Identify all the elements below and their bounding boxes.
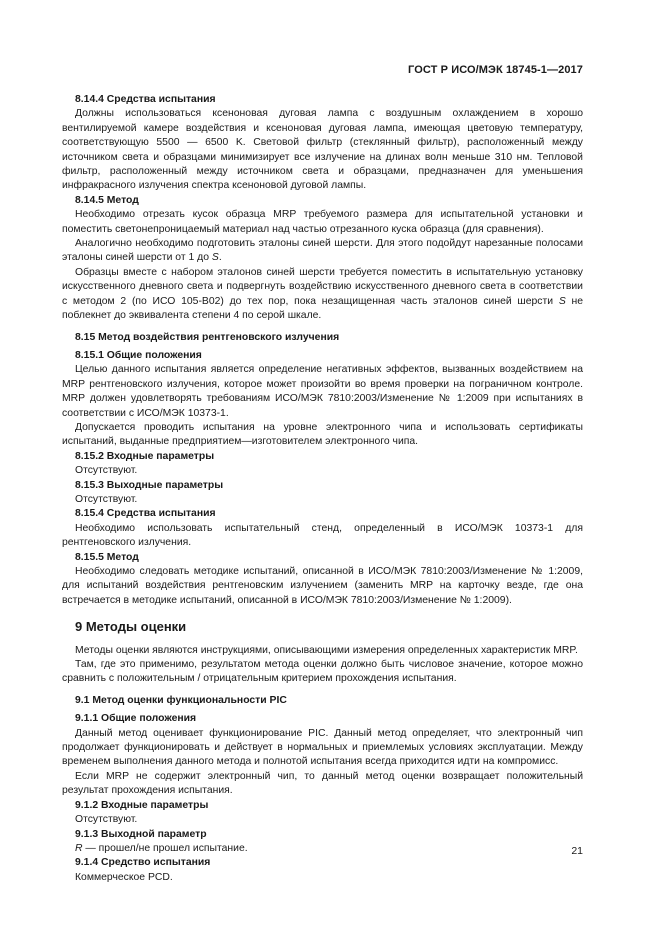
paragraph: Необходимо использовать испытательный стенд, определенный в ИСО/МЭК 10373-1 для рентгеновского излучения.: [62, 522, 583, 549]
paragraph: Отсутствуют.: [75, 814, 138, 826]
heading-8-15-1: 8.15.1 Общие положения: [75, 349, 202, 361]
paragraph: Там, где это применимо, результатом метода оценки должно быть числовое значение, которое можно сравнить с положительным / отрицательным критерием прохождения испытания.: [62, 659, 583, 685]
page-number: 21: [571, 845, 583, 857]
paragraph: Допускается проводить испытания на уровне электронного чипа и использовать сертификаты испытаний, выданные предприятием—изготовителем электронного чипа.: [62, 421, 583, 448]
heading-8-15-3: 8.15.3 Выходные параметры: [75, 479, 224, 491]
heading-9-1: 9.1 Метод оценки функциональности PIC: [75, 694, 287, 706]
heading-8-15: 8.15 Метод воздействия рентгеновского излучения: [75, 331, 340, 343]
text-run: — прошел/не прошел испытание.: [82, 842, 248, 854]
heading-8-15-5: 8.15.5 Метод: [75, 551, 139, 563]
document-header: ГОСТ Р ИСО/МЭК 18745-1—2017: [408, 64, 583, 76]
paragraph: Целью данного испытания является определение негативных эффектов, вызванных воздействием на MRP рентгеновского излучения, которое может произойти во время проверки на пограничном контроле. MRP должен удовлетворять требованиям ИСО/МЭК 7810:2003/Изменение № 1:2009 при испытаниях в соответствии с ИСО/МЭК 10373-1.: [62, 364, 583, 419]
paragraph: Необходимо отрезать кусок образца MRP требуемого размера для испытательной установки и поместить светонепроницаемый материал над частью отрезанного куска образца (для сравнения).: [62, 209, 583, 235]
paragraph: Коммерческое PCD.: [75, 871, 173, 883]
variable: S: [211, 252, 219, 264]
paragraph: Отсутствуют.: [75, 465, 138, 477]
heading-9-1-3: 9.1.3 Выходной параметр: [75, 828, 207, 840]
heading-9: 9 Методы оценки: [75, 619, 187, 635]
text-run: Аналогично необходимо подготовить эталоны синей шерсти. Для этого подойдут нарезанные полосами эталоны синей шерсти от 1 до: [62, 238, 583, 264]
text-run: .: [218, 252, 222, 264]
heading-9-1-1: 9.1.1 Общие положения: [75, 713, 197, 725]
text-run: Образцы вместе с набором эталонов синей шерсти требуется поместить в испытательную установку искусственного дневного света и подвергнуть воздействию искусственного дневного света в соответствии с методом 2 (по ИСО 105-В02) до тех пор, пока незащищенная часть эталонов синей шерсти: [62, 266, 583, 307]
paragraph: Если MRP не содержит электронный чип, то данный метод оценки возвращает положительный результат прохождения испытания.: [62, 770, 583, 797]
heading-9-1-4: 9.1.4 Средство испытания: [75, 857, 211, 869]
paragraph: Данный метод оценивает функционирование PIC. Данный метод определяет, что электронный чип продолжает функционировать и действует в нормальных и приемлемых условиях эксплуатации. Между временем выполнения данного метода и полнотой испытания всегда приходится идти на компромисс.: [62, 727, 583, 768]
heading-8-14-5: 8.14.5 Метод: [75, 194, 139, 206]
paragraph: [62, 266, 583, 324]
heading-9-1-2: 9.1.2 Входные параметры: [75, 799, 209, 811]
paragraph: [62, 842, 583, 856]
heading-8-15-2: 8.15.2 Входные параметры: [75, 450, 215, 462]
paragraph: Должны использоваться ксеноновая дуговая лампа с воздушным охлаждением в хорошо вентилируемой камере воздействия и ксеноновая дуговая лампа, имеющая цветовую температуру, соответствующую 5500 — 6500 K. Световой фильтр (стеклянный фильтр), расположенный между источником света и образцами минимизирует все излучение на длинах волн меньше 310 нм. Тепловой фильтр, расположенный между источником света и образцами, предназначен для уменьшения инфракрасного излучения спектра ксеноновой дуговой лампы.: [62, 108, 583, 192]
paragraph: Отсутствуют.: [75, 493, 138, 505]
paragraph: Необходимо следовать методике испытаний, описанной в ИСО/МЭК 7810:2003/Изменение № 1:2009, для испытаний воздействия рентгеновским излучением (заменить MRP на карточку везде, где она встречается в методике испытаний, описанной в ИСО/МЭК 7810:2003/Изменение № 1:2009).: [62, 566, 583, 606]
heading-8-14-4: 8.14.4 Средства испытания: [75, 94, 216, 105]
paragraph: [62, 237, 583, 266]
heading-8-15-4: 8.15.4 Средства испытания: [75, 508, 216, 520]
variable: S: [558, 295, 566, 307]
paragraph: Методы оценки являются инструкциями, описывающими измерения определенных характеристик MRP.: [75, 644, 578, 656]
page-body: [62, 93, 583, 885]
variable: R: [75, 842, 83, 854]
text-run: не поблекнет до эквивалента степени 4 по серой шкале.: [62, 295, 584, 322]
